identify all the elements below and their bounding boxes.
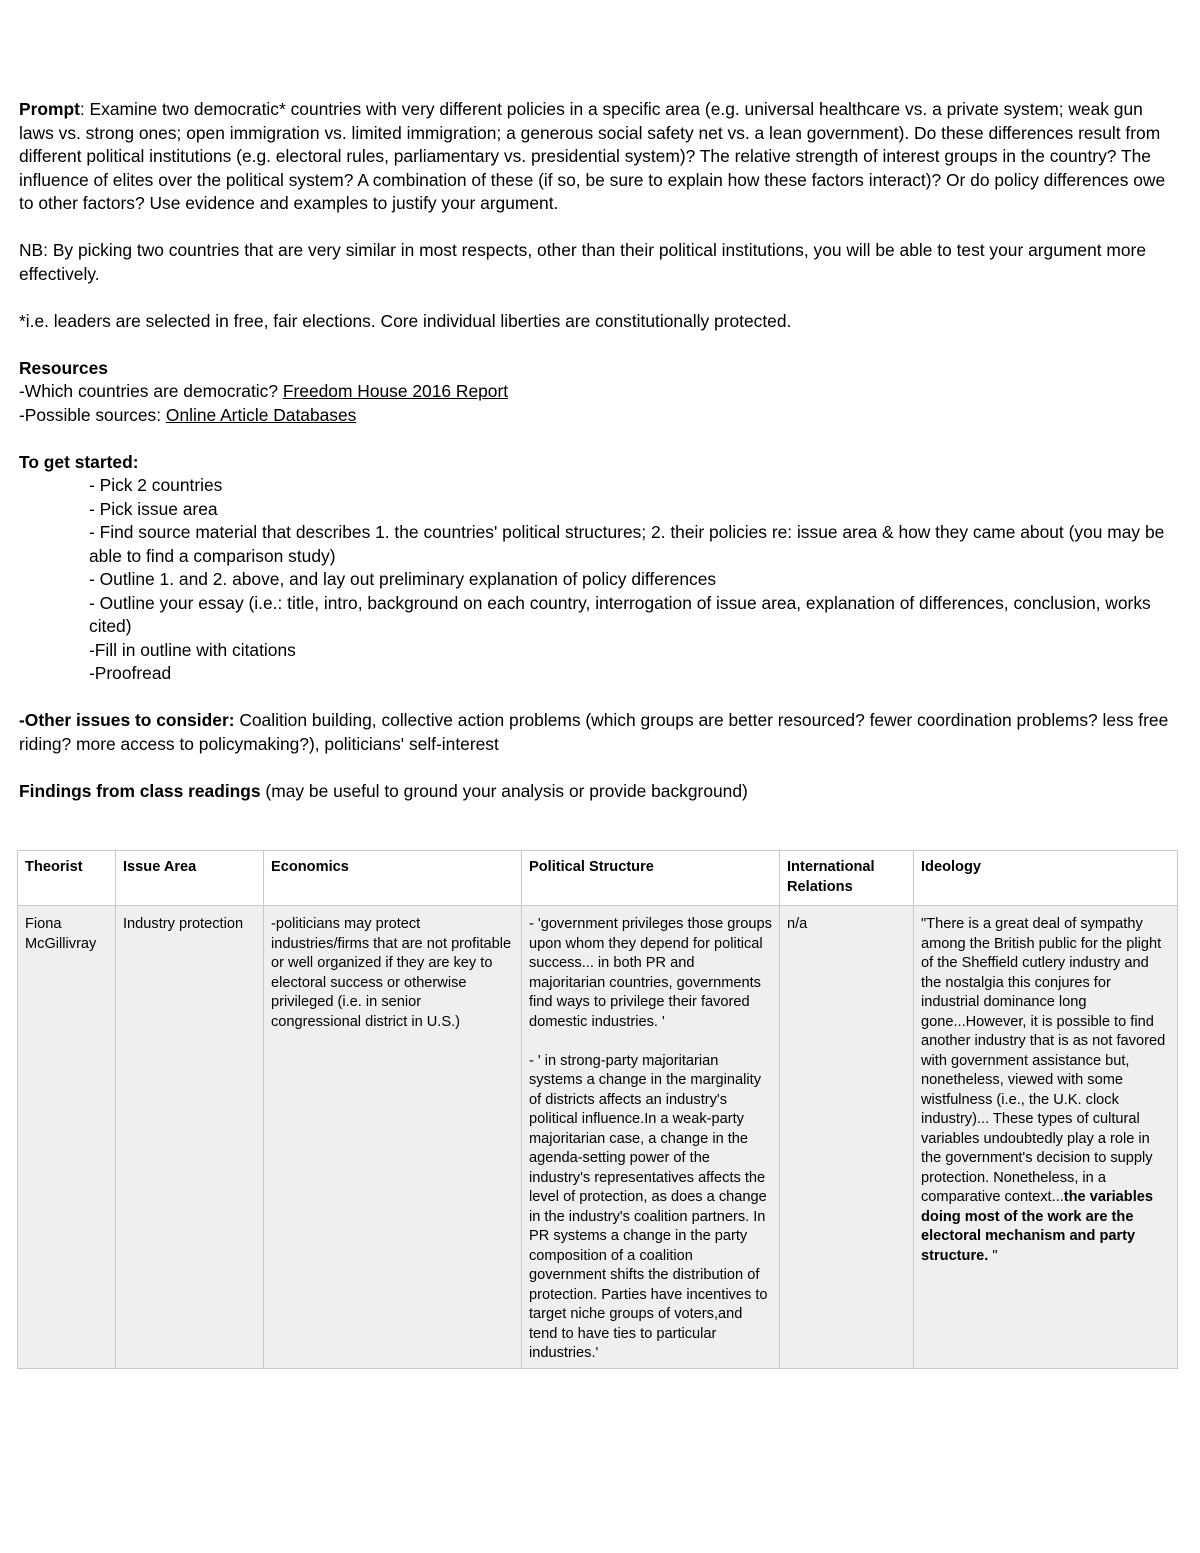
step-item: - Outline your essay (i.e.: title, intro, background on each country, interrogation of issue area, explanation of differences, conclusion, works cited) [89,592,1151,636]
step-item: - Outline 1. and 2. above, and lay out preliminary explanation of policy differences [89,569,717,589]
cell-issue-area: Industry protection [116,906,264,1369]
prompt-paragraph [19,98,1181,216]
online-databases-link[interactable]: Online Article Databases [165,404,357,425]
cell-political-structure [522,906,780,1369]
footnote-paragraph: *i.e. leaders are selected in free, fair elections. Core individual liberties are constitutionally protected. [19,310,792,331]
nb-paragraph: NB: By picking two countries that are very similar in most respects, other than their political institutions, you will be able to test your argument more effectively. [19,240,1147,284]
cell-theorist: Fiona McGillivray [18,906,116,1369]
header-ideology: Ideology [914,851,1178,906]
header-theorist: Theorist [18,851,116,906]
step-item: - Pick issue area [89,498,218,519]
started-steps [19,474,1181,686]
cell-ideology: "There is a great deal of sympathy among the British public for the plight of the Sheffield cutlery industry and the nostalgia this conjures for industrial dominance long gone...However, it is possible to find another industry that is as not favored with government assistance but, nonetheless, viewed with some wistfulness (i.e., the U.K. clock industry)... These types of cultural variables undoubtedly play a role in the government's decision to supply protection. Nonetheless, in a comparative context...the variables doing most of the work are the electoral mechanism and party structure. " [914,906,1178,1369]
political-quote-1: - 'government privileges those groups upon whom they depend for political success... in both PR and majoritarian countries, governments find ways to privilege their favored domestic industries. ' [529,916,772,1030]
prompt-label: Prompt [19,99,80,119]
other-issues-label: -Other issues to consider: [19,710,235,730]
other-issues-paragraph: -Other issues to consider: Coalition building, collective action problems (which groups are better resourced? fewer coordination problems? less free riding? more access to policymaking?), politicians' self-interest [19,710,1169,754]
step-item: -Proofread [89,663,172,683]
ideology-emphasis: the variables doing most of the work are the electoral mechanism and party structure. [921,1189,1153,1264]
started-heading: To get started: [19,451,139,472]
findings-label: Findings from class readings [19,780,261,801]
freedom-house-link[interactable]: Freedom House 2016 Report [282,381,509,401]
header-issue-area: Issue Area [116,851,264,906]
cell-economics: -politicians may protect industries/firms that are not profitable or well organized if they are key to electoral success or otherwise privileged (i.e. in senior congressional district in U.S.) [264,906,522,1369]
resources-line-2: -Possible sources: Online Article Databases [19,404,357,425]
table-row [18,906,1178,1369]
resources-heading: Resources [19,357,108,378]
cell-international-relations: n/a [780,906,914,1369]
step-item: -Fill in outline with citations [89,639,296,660]
header-international-relations: International Relations [780,851,914,906]
header-political-structure: Political Structure [522,851,780,906]
step-item: - Pick 2 countries [89,475,223,495]
political-quote-2: - ' in strong-party majoritarian systems a change in the marginality of districts affects an industry's political influence.In a weak-party majoritarian case, a change in the agenda-setting power of the industry's representatives affects the level of protection, as does a change in the industry's coalition partners. In PR systems a change in the party composition of a coalition government shifts the distribution of protection. Parties have incentives to target niche groups of voters,and tend to have ties to particular industries.' [529,1052,768,1361]
table-header-row [18,851,1178,906]
findings-table [17,850,1178,1369]
header-economics: Economics [264,851,522,906]
step-item: - Find source material that describes 1. the countries' political structures; 2. their policies re: issue area & how they came about (you may be able to find a comparison study) [89,522,1165,566]
prompt-text: : Examine two democratic* countries with very different policies in a specific area (e.g. universal healthcare vs. a private system; weak gun laws vs. strong ones; open immigration vs. limited immigration; a generous social safety net vs. a lean government). Do these differences result from different political institutions (e.g. electoral rules, parliamentary vs. presidential system)? The relative strength of interest groups in the country? The influence of elites over the political system? A combination of these (if so, be sure to explain how these factors interact)? Or do policy differences owe to other factors? Use evidence and examples to justify your argument. [19,99,1166,213]
resources-line-1: -Which countries are democratic? Freedom House 2016 Report [19,381,509,401]
document-body [19,98,1181,803]
findings-paragraph: Findings from class readings (may be useful to ground your analysis or provide background) [19,780,748,801]
